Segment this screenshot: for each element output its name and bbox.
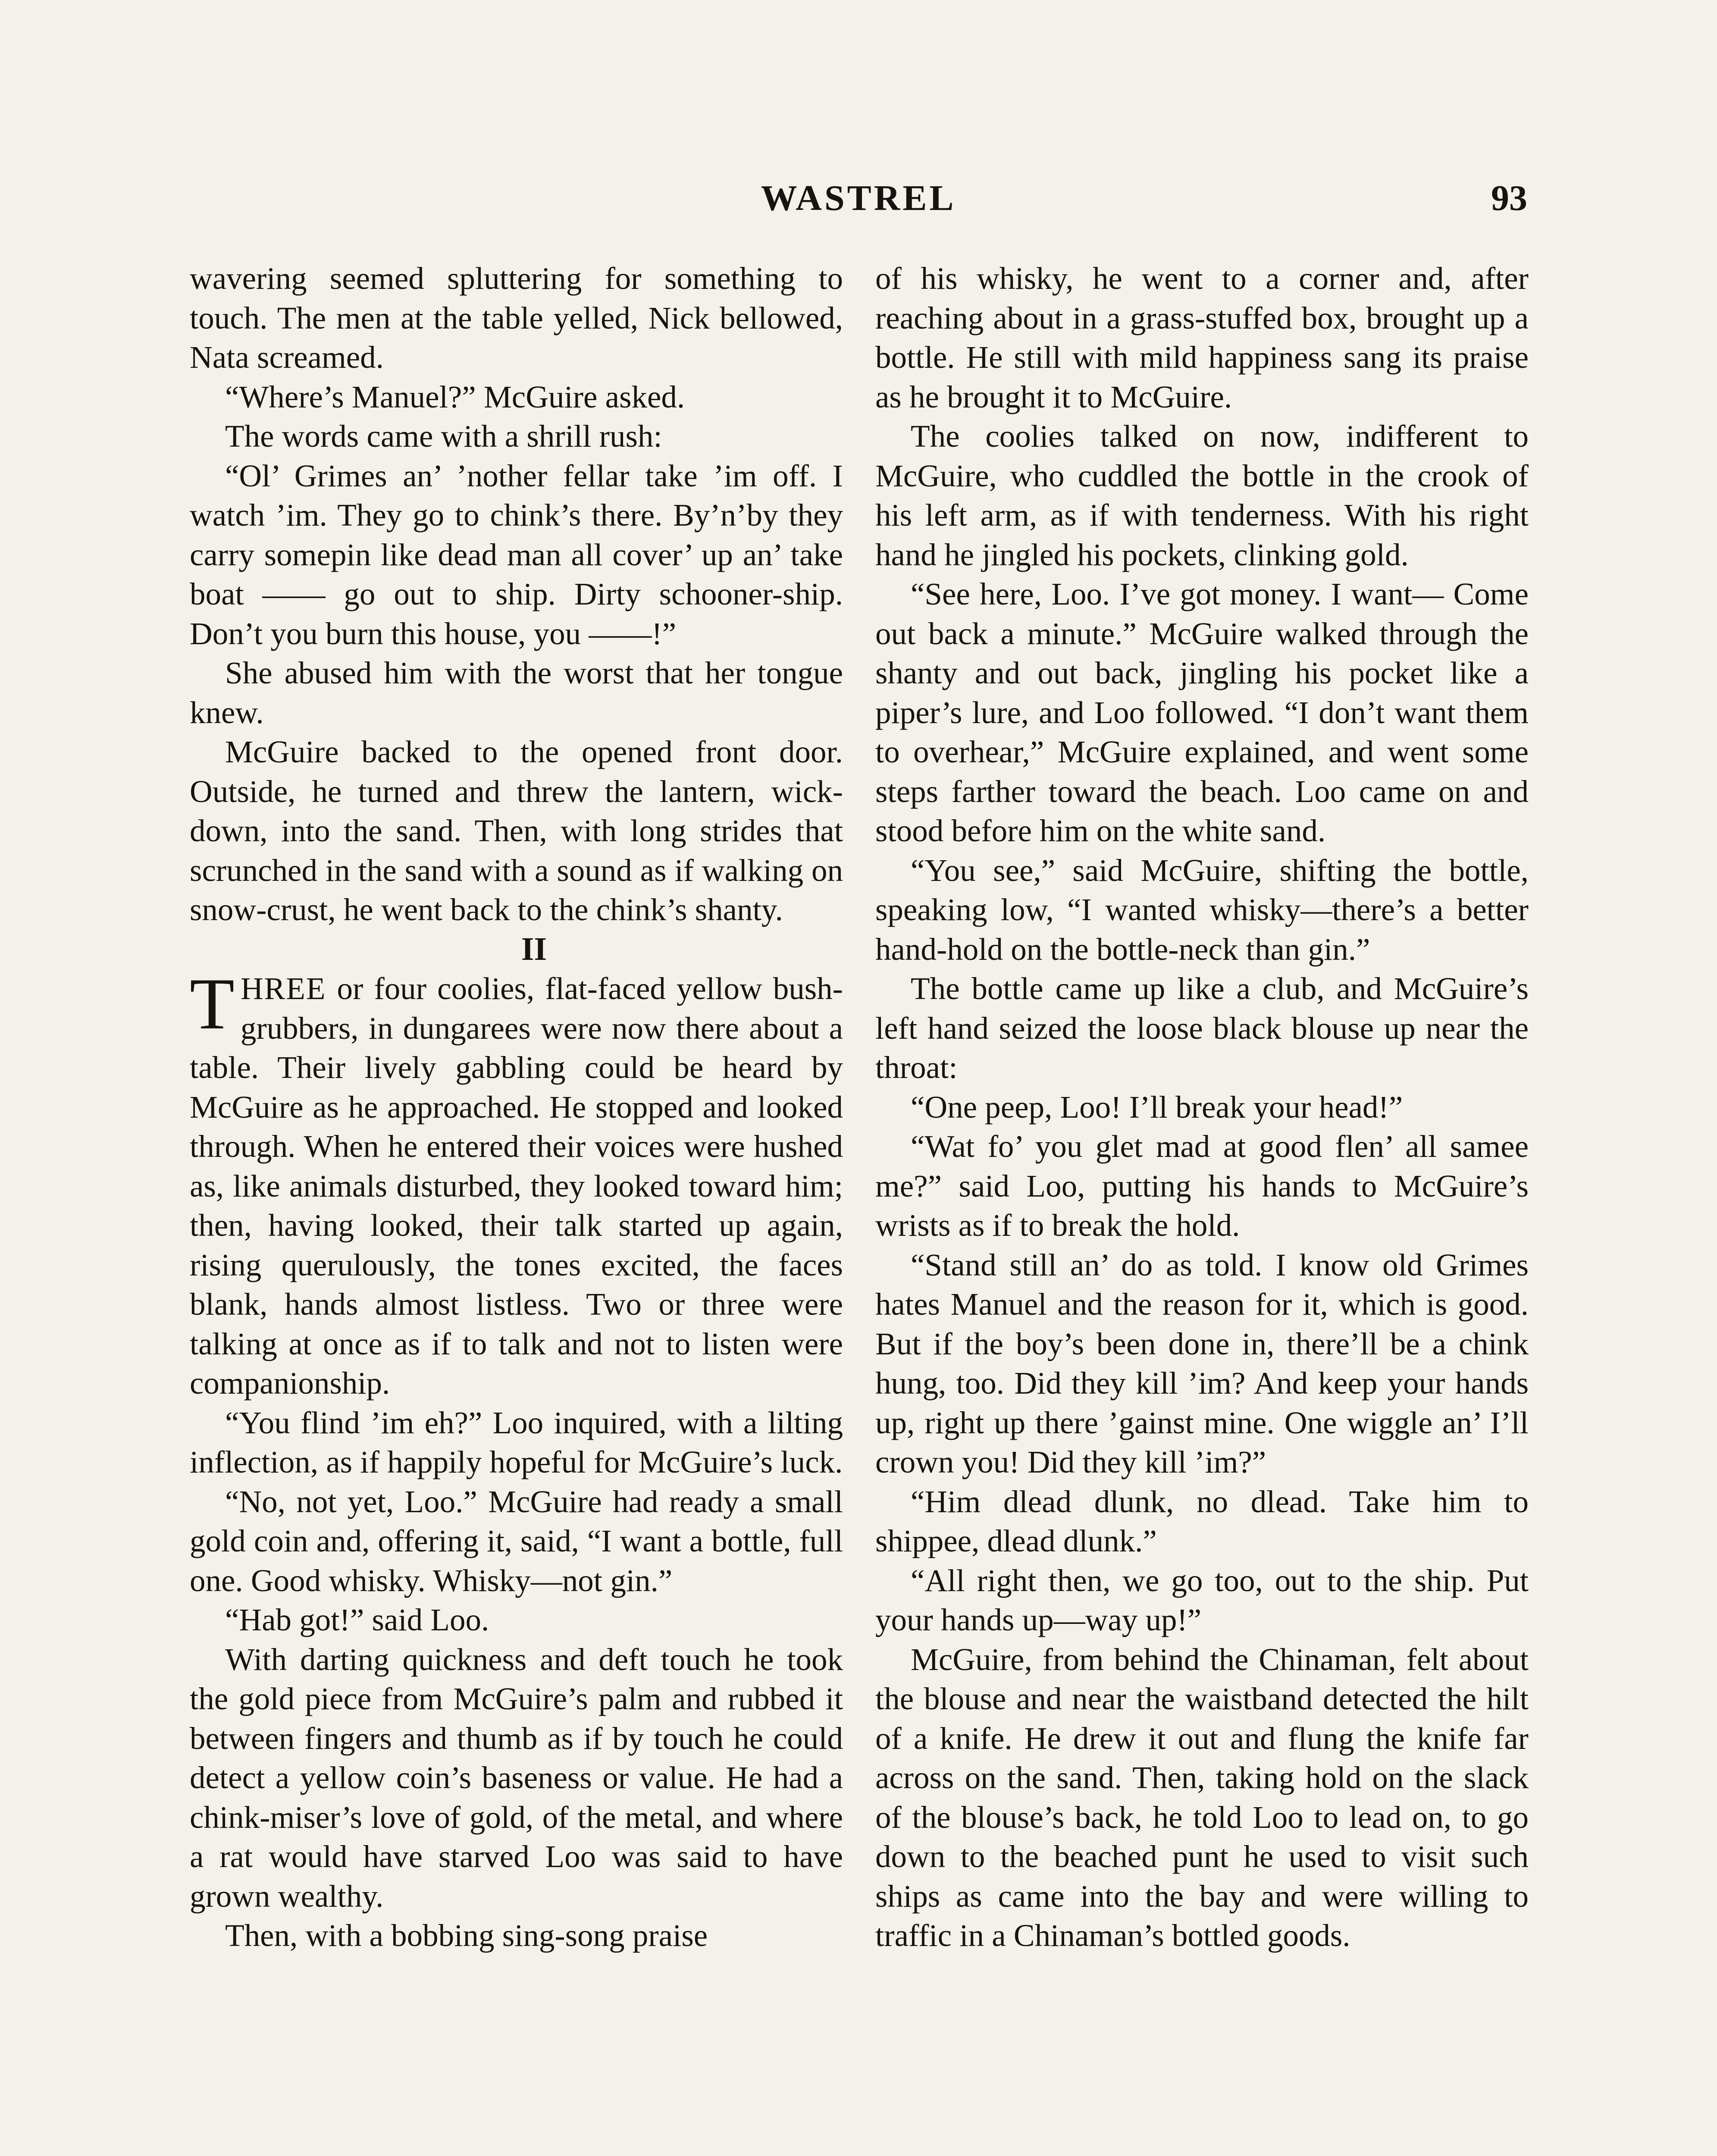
- paragraph: The bottle came up like a club, and McGuire’s left hand seized the loose black blouse up near the throat:: [875, 971, 1529, 1085]
- paragraph: The words came with a shrill rush:: [225, 419, 662, 454]
- paragraph: McGuire backed to the opened front door. Outside, he turned and threw the lantern, wick-down, into the sand. Then, with long strides that scrunched in the sand with a sound as if walking on snow-crust, he went back to the chink’s shanty.: [190, 734, 843, 927]
- paragraph: “Ol’ Grimes an’ ’nother fellar take ’im off. I watch ’im. They go to chink’s there. By’n’by they carry somepin like dead man all cover’ up an’ take boat —— go out to ship. Dirty schooner-ship. Don’t you burn this house, you ——!”: [190, 458, 843, 651]
- paragraph: “Hab got!” said Loo.: [225, 1602, 489, 1637]
- paragraph: “Wat fo’ you glet mad at good flen’ all samee me?” said Loo, putting his hands to McGuire’s wrists as if to break the hold.: [875, 1129, 1529, 1243]
- paragraph: “Stand still an’ do as told. I know old Grimes hates Manuel and the reason for it, which is good. But if the boy’s been done in, there’ll be a chink hung, too. Did they kill ’im? And keep your hands up, right up there ’gainst mine. One wiggle an’ I’ll crown you! Did they kill ’im?”: [875, 1247, 1529, 1479]
- paragraph: “All right then, we go too, out to the ship. Put your hands up—way up!”: [875, 1563, 1529, 1637]
- paragraph: “Him dlead dlunk, no dlead. Take him to shippee, dlead dlunk.”: [875, 1484, 1529, 1558]
- drop-cap: T: [190, 963, 235, 1044]
- running-title: WASTREL: [761, 178, 956, 218]
- opening-caps: HREE: [240, 971, 326, 1006]
- section-number: II: [521, 931, 547, 967]
- paragraph: of his whisky, he went to a corner and, after reaching about in a grass-stuffed box, brought up a bottle. He still with mild happiness sang its praise as he brought it to McGuire.: [875, 261, 1529, 414]
- paragraph: The coolies talked on now, indifferent to McGuire, who cuddled the bottle in the crook of his left arm, as if with tenderness. With his right hand he jingled his pockets, clinking gold.: [875, 419, 1529, 572]
- right-column: [875, 259, 1529, 1955]
- section-opening-paragraph: [190, 963, 843, 1403]
- paragraph: Then, with a bobbing sing-song praise: [225, 1918, 708, 1953]
- page-number: 93: [1491, 178, 1527, 218]
- paragraph: “One peep, Loo! I’ll break your head!”: [911, 1089, 1403, 1125]
- opening-text: or four coolies, flat-faced yellow bush-grubbers, in dungarees were now there about a table. Their lively gabbling could be heard by McGuire as he approached. He stopped and looked through. When he entered their voices were hushed as, like animals disturbed, they looked toward him; then, having looked, their talk started up again, rising querulously, the tones excited, the faces blank, hands almost listless. Two or three were talking at once as if to talk and not to listen were companionship.: [190, 971, 843, 1401]
- paragraph: “You flind ’im eh?” Loo inquired, with a lilting inflection, as if happily hopeful for McGuire’s luck.: [190, 1405, 843, 1479]
- paragraph: She abused him with the worst that her tongue knew.: [190, 655, 843, 730]
- running-head: [190, 172, 1527, 224]
- paragraph: wavering seemed spluttering for something to touch. The men at the table yelled, Nick bellowed, Nata screamed.: [190, 261, 843, 375]
- left-column: [190, 259, 843, 1955]
- paragraph: “No, not yet, Loo.” McGuire had ready a small gold coin and, offering it, said, “I want a bottle, full one. Good whisky. Whisky—not gin.”: [190, 1484, 843, 1598]
- paragraph: “Where’s Manuel?” McGuire asked.: [225, 379, 685, 414]
- paragraph: “You see,” said McGuire, shifting the bottle, speaking low, “I wanted whisky—there’s a better hand-hold on the bottle-neck than gin.”: [875, 852, 1529, 967]
- paragraph: “See here, Loo. I’ve got money. I want— Come out back a minute.” McGuire walked through the shanty and out back, jingling his pocket like a piper’s lure, and Loo followed. “I don’t want them to overhear,” McGuire explained, and went some steps farther toward the beach. Loo came on and stood before him on the white sand.: [875, 577, 1529, 848]
- paragraph: McGuire, from behind the Chinaman, felt about the blouse and near the waistband detected the hilt of a knife. He drew it out and flung the knife far across on the sand. Then, taking hold on the slack of the blouse’s back, he told Loo to lead on, to go down to the beached punt he used to visit such ships as came into the bay and were willing to traffic in a Chinaman’s bottled goods.: [875, 1642, 1529, 1953]
- paragraph: With darting quickness and deft touch he took the gold piece from McGuire’s palm and rubbed it between fingers and thumb as if by touch he could detect a yellow coin’s baseness or value. He had a chink-miser’s love of gold, of the metal, and where a rat would have starved Loo was said to have grown wealthy.: [190, 1642, 843, 1914]
